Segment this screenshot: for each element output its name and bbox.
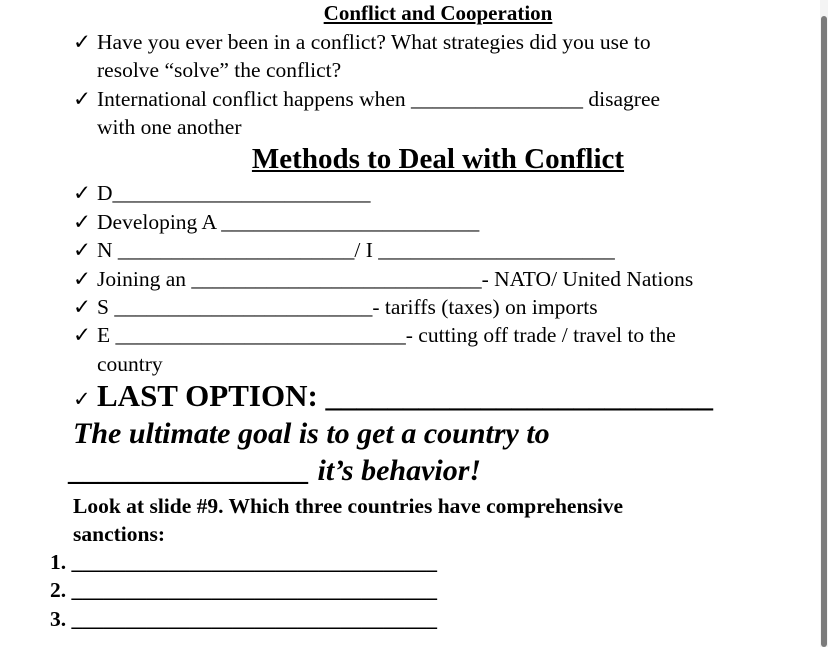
method-item bbox=[73, 266, 693, 292]
answer-line bbox=[50, 606, 437, 632]
method-item bbox=[73, 209, 479, 235]
method-text: Developing A ________________________ bbox=[97, 210, 480, 234]
question-line-2: sanctions: bbox=[73, 522, 165, 546]
answer-blank: __________________________________ bbox=[71, 578, 437, 602]
answer-line bbox=[50, 549, 437, 575]
checkmark-icon: ✓ bbox=[73, 323, 92, 347]
intro-item-1 bbox=[73, 29, 651, 55]
method-text: D________________________ bbox=[97, 181, 371, 205]
answer-blank: __________________________________ bbox=[71, 607, 437, 631]
answer-line bbox=[50, 577, 437, 603]
checkmark-icon: ✓ bbox=[73, 181, 92, 205]
intro-text: International conflict happens when ________________ disagree bbox=[97, 87, 661, 111]
checkmark-icon: ✓ bbox=[73, 267, 92, 291]
method-item bbox=[73, 180, 371, 206]
answer-number: 1. bbox=[50, 550, 67, 574]
method-item bbox=[73, 322, 676, 348]
checkmark-icon: ✓ bbox=[73, 295, 92, 319]
method-item-continued: country bbox=[97, 352, 163, 376]
vertical-scrollbar[interactable] bbox=[820, 0, 828, 647]
answer-number: 2. bbox=[50, 578, 67, 602]
answer-number: 3. bbox=[50, 607, 67, 631]
intro-item-1-continued: resolve “solve” the conflict? bbox=[97, 58, 342, 82]
method-text: Joining an ___________________________- NATO/ United Nations bbox=[97, 267, 694, 291]
intro-item-2 bbox=[73, 86, 660, 112]
checkmark-icon: ✓ bbox=[73, 238, 92, 262]
section-heading: Methods to Deal with Conflict bbox=[251, 143, 625, 175]
question-line-1: Look at slide #9. Which three countries have comprehensive bbox=[73, 494, 624, 518]
intro-text: Have you ever been in a conflict? What strategies did you use to bbox=[97, 30, 651, 54]
checkmark-icon: ✓ bbox=[73, 387, 91, 411]
method-item bbox=[73, 237, 615, 263]
scrollbar-thumb[interactable] bbox=[821, 16, 827, 647]
last-option bbox=[73, 379, 713, 413]
last-option-text: LAST OPTION: _________________________ bbox=[97, 378, 714, 413]
method-text: N ______________________/ I ______________________ bbox=[97, 238, 615, 262]
checkmark-icon: ✓ bbox=[73, 30, 92, 54]
answer-blank: __________________________________ bbox=[71, 550, 437, 574]
method-text: S ________________________- tariffs (taxes) on imports bbox=[97, 295, 598, 319]
page-title: Conflict and Cooperation bbox=[323, 1, 553, 25]
intro-item-2-continued: with one another bbox=[97, 115, 242, 139]
goal-line-1: The ultimate goal is to get a country to bbox=[73, 417, 550, 450]
method-text: E ___________________________- cutting off trade / travel to the bbox=[97, 323, 676, 347]
checkmark-icon: ✓ bbox=[73, 87, 92, 111]
checkmark-icon: ✓ bbox=[73, 210, 92, 234]
method-item bbox=[73, 294, 598, 320]
goal-line-2: ________________ it’s behavior! bbox=[70, 454, 482, 487]
